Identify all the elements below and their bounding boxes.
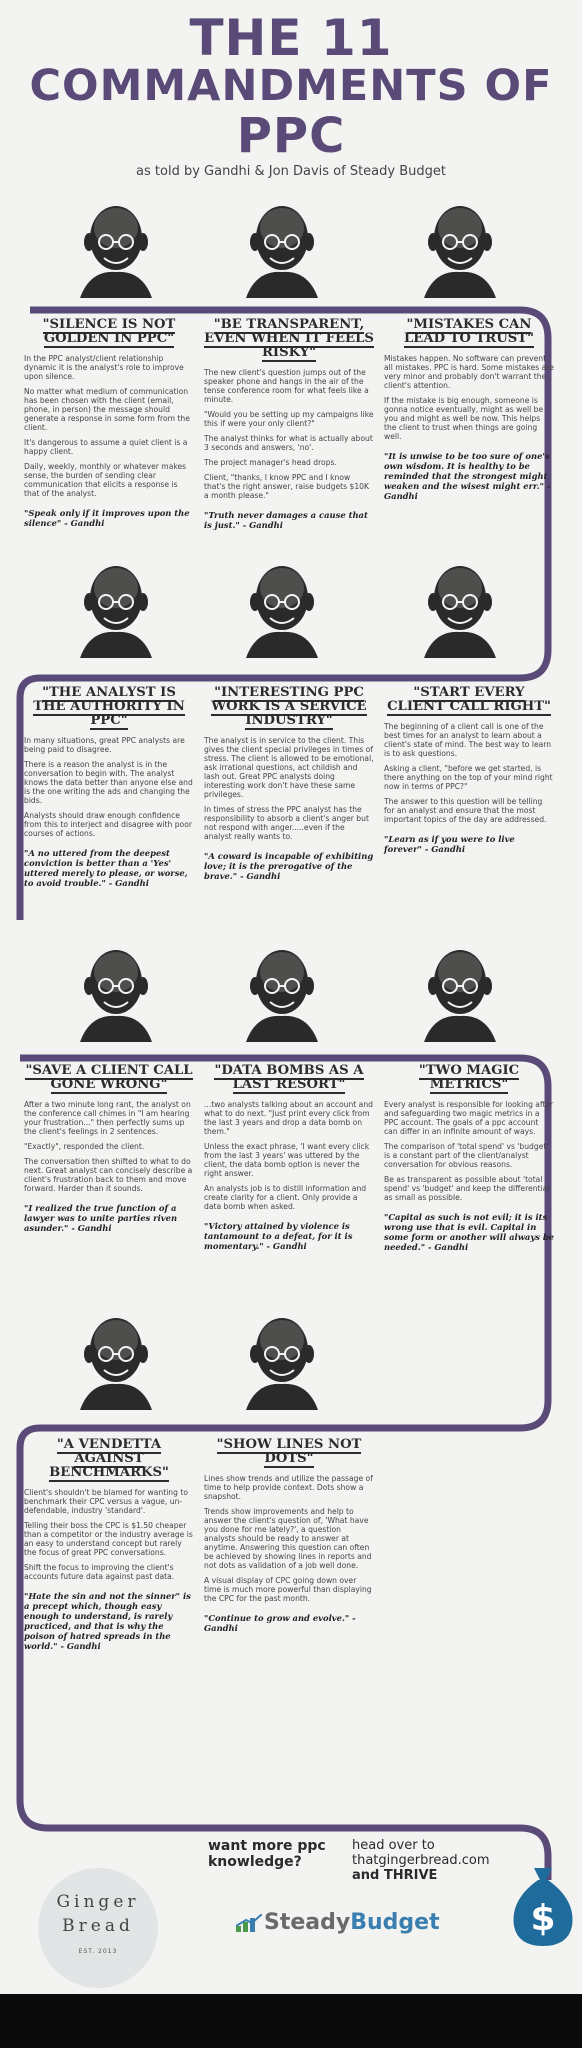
commandment-11 [204, 1438, 374, 1639]
commandment-2 [204, 318, 374, 536]
commandment-paragraph: "Exactly", responded the client. [24, 1142, 145, 1151]
commandment-title: "A VENDETTA AGAINST BENCHMARKS" [49, 1437, 169, 1480]
cta-site-link[interactable]: thatgingerbread.com [352, 1853, 490, 1868]
commandment-paragraph: Trends show improvements and help to answer the client's question of, 'What have you done for me lately?', a question analysts should be ready to answer at anytime. Answering this question can often be achieved by showing lines in reports and not dots as validation of a job well done. [204, 1507, 372, 1570]
subtitle: as told by Gandhi & Jon Davis of Steady Budget [136, 164, 446, 179]
commandment-paragraph: Daily, weekly, monthly or whatever makes sense, the burden of sending clear communication that elicits a response is that of the analyst. [24, 462, 187, 498]
commandment-paragraph: Shift the focus to improving the client's accounts future data against past data. [24, 1563, 175, 1581]
commandment-paragraph: Client's shouldn't be blamed for wanting to benchmark their CPC versus a vague, un-defendable, industry 'standard'. [24, 1488, 188, 1515]
gandhi-quote: "A no uttered from the deepest conviction is better than a 'Yes' uttered merely to please, or worse, to avoid trouble." - Gandhi [24, 848, 188, 888]
gandhi-portrait-icon [70, 198, 162, 298]
commandment-paragraph: The project manager's head drops. [204, 458, 337, 467]
steady-budget-chart-icon [236, 1914, 262, 1932]
commandment-3 [384, 318, 554, 507]
cta-thrive: and THRIVE [352, 1868, 438, 1883]
gandhi-portrait-icon [414, 198, 506, 298]
commandment-1 [24, 318, 194, 534]
ginger-logo-line2: Bread [62, 1916, 134, 1936]
commandment-paragraph: "Would you be setting up my campaigns like this if were your only client?" [204, 410, 374, 428]
commandment-paragraph: In the PPC analyst/client relationship dynamic it is the analyst's role to improve upon silence. [24, 354, 184, 381]
commandment-6 [384, 686, 554, 860]
footer-bar [0, 1994, 582, 2048]
commandment-paragraph: In times of stress the PPC analyst has the responsibility to absorb a client's anger but not respond with anger.....even if the analyst really wants to. [204, 805, 369, 841]
commandment-10 [24, 1438, 194, 1657]
ginger-logo-est: EST. 2013 [78, 1948, 118, 1955]
gandhi-quote: "Truth never damages a cause that is just." - Gandhi [204, 510, 368, 530]
gandhi-portrait-icon [414, 558, 506, 658]
cta-head-over: head over to [352, 1838, 435, 1853]
commandment-title: "START EVERY CLIENT CALL RIGHT" [387, 685, 551, 714]
commandment-title: "BE TRANSPARENT, EVEN WHEN IT FEELS RISKY" [204, 317, 374, 360]
gandhi-quote: "I realized the true function of a lawyer was to unite parties riven asunder." - Gandhi [24, 1203, 178, 1233]
steady-budget-logo [264, 1910, 440, 1935]
ginger-bread-logo [38, 1868, 158, 1988]
commandment-title: "THE ANALYST IS THE AUTHORITY IN PPC" [33, 685, 185, 728]
commandment-paragraph: Analysts should draw enough confidence from this to interject and disagree with poor courses of actions. [24, 811, 192, 838]
gandhi-portrait-icon [414, 942, 506, 1042]
dollar-sign: $ [530, 1898, 556, 1939]
commandment-paragraph: Asking a client, "before we get started, is there anything on the top of your mind right now in terms of PPC?" [384, 764, 553, 791]
commandment-paragraph: Every analyst is responsible for looking after and safeguarding two magic metrics in a PPC account. The goals of a ppc account can differ in an infinite amount of ways. [384, 1100, 554, 1136]
gandhi-quote: "Capital as such is not evil; it is its wrong use that is evil. Capital in some form or another will always be needed." - Gandhi [384, 1212, 555, 1252]
commandment-paragraph: The beginning of a client call is one of the best times for an analyst to learn about a client's state of mind. The best way to learn is to ask questions. [384, 722, 552, 758]
gandhi-quote: "It is unwise to be too sure of one's own wisdom. It is healthy to be reminded that the strongest might weaken and the wisest might err." - Gandhi [384, 451, 551, 501]
gandhi-portrait-icon [236, 942, 328, 1042]
gandhi-portrait-icon [236, 1310, 328, 1410]
commandment-7 [24, 1064, 194, 1239]
commandment-paragraph: Client, "thanks, I know PPC and I know that's the right answer, raise budgets $10K a month please." [204, 473, 369, 500]
commandment-paragraph: There is a reason the analyst is in the conversation to begin with. The analyst knows the data better than anyone else and is the one writing the ads and changing the bids. [24, 760, 193, 805]
commandment-9 [384, 1064, 554, 1258]
title-line-2: COMMANDMENTS OF [29, 61, 553, 111]
steady-logo-part2: Budget [350, 1910, 440, 1935]
commandment-paragraph: Be as transparent as possible about 'total spend' vs 'budget' and keep the differential as small as possible. [384, 1175, 550, 1202]
commandment-paragraph: The answer to this question will be telling for an analyst and ensure that the most important topics of the day are addressed. [384, 797, 547, 824]
steady-logo-part1: Steady [264, 1910, 351, 1935]
gandhi-quote: "A coward is incapable of exhibiting love; it is the prerogative of the brave." - Gandhi [204, 851, 374, 881]
commandment-paragraph: An analysts job is to distill information and create clarity for a client. Only provide a data bomb when asked. [204, 1184, 367, 1211]
title-line-1: THE 11 [189, 9, 393, 67]
commandment-paragraph: If the mistake is big enough, someone is gonna notice eventually, might as well be you and might as well be now. This helps the client to trust when things are going well. [384, 396, 544, 441]
commandment-5 [204, 686, 374, 887]
commandment-paragraph: The conversation then shifted to what to do next. Great analyst can concisely describe a client's frustration back to them and move forward. Harder than it sounds. [24, 1157, 193, 1193]
commandment-paragraph: It's dangerous to assume a quiet client is a happy client. [24, 438, 188, 456]
gandhi-portrait-icon [70, 1310, 162, 1410]
gandhi-portrait-icon [70, 558, 162, 658]
commandment-title: "SILENCE IS NOT GOLDEN IN PPC" [42, 317, 176, 346]
gandhi-portrait-icon [70, 942, 162, 1042]
commandment-title: "DATA BOMBS AS A LAST RESORT" [214, 1063, 364, 1092]
commandment-paragraph: After a two minute long rant, the analyst on the conference call chimes in "I am hearing your frustration..." then perfectly sums up the client's feelings in 2 sentences. [24, 1100, 191, 1136]
commandment-8 [204, 1064, 374, 1257]
cta-more-knowledge: want more ppc knowledge? [208, 1838, 326, 1870]
commandment-title: "SHOW LINES NOT DOTS" [216, 1437, 362, 1466]
commandment-title: "SAVE A CLIENT CALL GONE WRONG" [25, 1063, 193, 1092]
commandment-title: "MISTAKES CAN LEAD TO TRUST" [404, 317, 534, 346]
gandhi-quote: "Continue to grow and evolve." - Gandhi [204, 1613, 356, 1633]
commandment-paragraph: The analyst is in service to the client. This gives the client special privileges in times of stress. The client is allowed to be emotional, ask irrational questions, act childish and lash out. Great PPC analysts doing interesting work don't have these same privileges. [204, 736, 374, 799]
gandhi-quote: "Learn as if you were to live forever" - Gandhi [384, 834, 515, 854]
commandment-paragraph: A visual display of CPC going down over time is much more powerful than displaying the CPC for the past month. [204, 1576, 372, 1603]
ginger-logo-line1: Ginger [56, 1892, 140, 1912]
gandhi-portrait-icon [236, 198, 328, 298]
gandhi-quote: "Victory attained by violence is tantamount to a defeat, for it is momentary." - Gandhi [204, 1221, 353, 1251]
commandment-paragraph: Unless the exact phrase, 'I want every click from the last 3 years' was uttered by the client, the data bomb option is never the right answer. [204, 1142, 370, 1178]
commandment-paragraph: No matter what medium of communication has been chosen with the client (email, phone, in person) the message should generate a response in some form from the client. [24, 387, 190, 432]
commandment-paragraph: Telling their boss the CPC is $1.50 cheaper than a competitor or the industry average is an easy to understand concept but rarely the focus of great PPC conversations. [24, 1521, 193, 1557]
commandment-paragraph: The analyst thinks for what is actually about 3 seconds and answers, 'no'. [204, 434, 373, 452]
money-bag-icon [510, 1860, 576, 1948]
commandment-title: "TWO MAGIC METRICS" [418, 1063, 520, 1092]
commandment-title: "INTERESTING PPC WORK IS A SERVICE INDUSTRY" [211, 685, 367, 728]
commandment-paragraph: The comparison of 'total spend' vs 'budget' is a constant part of the client/analyst conversation for obvious reasons. [384, 1142, 549, 1169]
title-line-3: PPC [236, 108, 346, 164]
commandment-paragraph: The new client's question jumps out of the speaker phone and hangs in the air of the tense conference room for what feels like a minute. [204, 368, 369, 404]
gandhi-quote: "Hate the sin and not the sinner" is a precept which, though easy enough to understand, is rarely practiced, and that is why the poison of hatred spreads in the world." - Gandhi [24, 1591, 191, 1651]
commandment-paragraph: Mistakes happen. No software can prevent all mistakes. PPC is hard. Some mistakes are very minor and probably don't warrant the client's attention. [384, 354, 554, 390]
gandhi-portrait-icon [236, 558, 328, 658]
commandment-paragraph: ...two analysts talking about an account and what to do next. "Just print every click from the last 3 years and drop a data bomb on them." [204, 1100, 373, 1136]
commandment-paragraph: In many situations, great PPC analysts are being paid to disagree. [24, 736, 185, 754]
gandhi-quote: "Speak only if it improves upon the silence" - Gandhi [24, 508, 190, 528]
commandment-paragraph: Lines show trends and utilize the passage of time to help provide context. Dots show a snapshot. [204, 1474, 373, 1501]
commandment-4 [24, 686, 194, 894]
